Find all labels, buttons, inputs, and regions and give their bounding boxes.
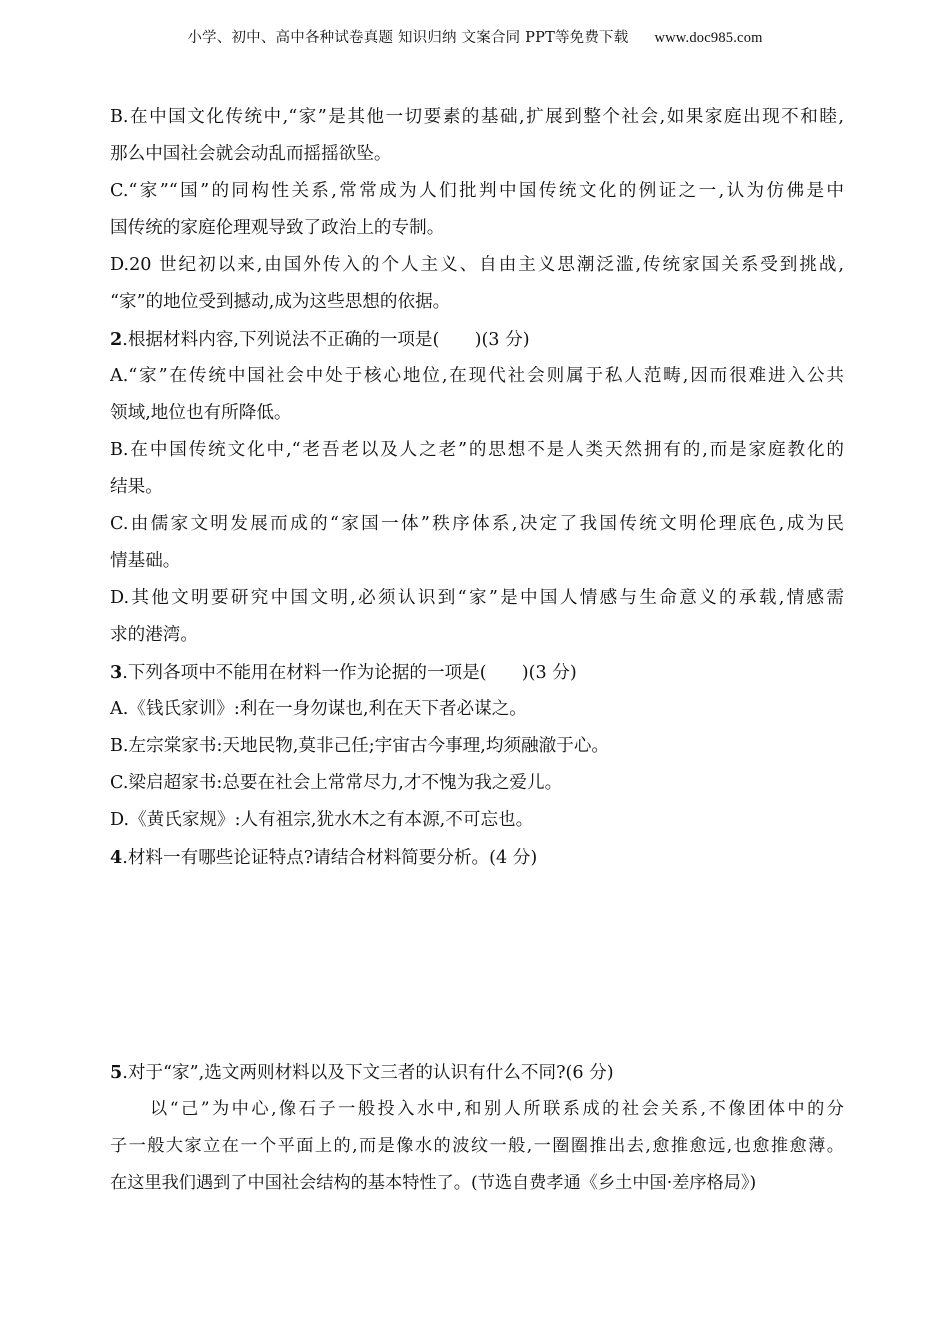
q5-stem <box>110 1054 844 1091</box>
q2-option-d-line2: 求的港湾。 <box>110 625 198 645</box>
q3-option-c: C.梁启超家书:总要在社会上常常尽力,才不愧为我之爱儿。 <box>110 773 563 793</box>
q2-stem <box>110 321 844 358</box>
q2-option-b-line1: B.在中国传统文化中,“老吾老以及人之老”的思想不是人类天然拥有的,而是家庭教化的 <box>110 440 844 460</box>
q2-option-b-line2: 结果。 <box>110 477 163 497</box>
q4-stem-text: .材料一有哪些论证特点?请结合材料简要分析。(4 分) <box>122 848 538 868</box>
q1-option-d-line2: “家”的地位受到撼动,成为这些思想的依据。 <box>110 292 451 312</box>
q2-option-a-line2: 领域,地位也有所降低。 <box>110 403 292 423</box>
q3-option-a: A.《钱氏家训》:利在一身勿谋也,利在天下者必谋之。 <box>110 699 527 719</box>
q2-option-d-line1: D.其他文明要研究中国文明,必须认识到“家”是中国人情感与生命意义的承载,情感需 <box>110 588 844 608</box>
q3-stem-text: .下列各项中不能用在材料一作为论据的一项是( )(3 分) <box>122 663 577 683</box>
q2-option-c-line1: C.由儒家文明发展而成的“家国一体”秩序体系,决定了我国传统文明伦理底色,成为民 <box>110 514 844 534</box>
page-header <box>0 26 950 47</box>
q3-number: 3 <box>110 662 123 683</box>
q5-stem-text: .对于“家”,选文两则材料以及下文三者的认识有什么不同?(6 分) <box>122 1063 614 1083</box>
header-site: www.doc985.com <box>654 30 763 46</box>
header-text: 小学、初中、高中各种试卷真题 知识归纳 文案合同 PPT等免费下载 <box>187 30 629 46</box>
q3-option-d: D.《黄氏家规》:人有祖宗,犹水木之有本源,不可忘也。 <box>110 810 534 830</box>
q4-number: 4 <box>110 847 123 868</box>
q2-number: 2 <box>110 329 123 350</box>
q3-stem <box>110 654 844 691</box>
q1-option-c-line1: C.“家”“国”的同构性关系,常常成为人们批判中国传统文化的例证之一,认为仿佛是中 <box>110 181 844 201</box>
q1-option-c-line2: 国传统的家庭伦理观导致了政治上的专制。 <box>110 218 445 238</box>
q1-option-b-line2: 那么中国社会就会动乱而摇摇欲坠。 <box>110 144 392 164</box>
q2-option-a-line1: A.“家”在传统中国社会中处于核心地位,在现代社会则属于私人范畴,因而很难进入公共 <box>110 366 844 386</box>
q1-option-d-line1: D.20 世纪初以来,由国外传入的个人主义、自由主义思潮泛滥,传统家国关系受到挑战, <box>110 255 844 275</box>
q5-quote-line1: 以“己”为中心,像石子一般投入水中,和别人所联系成的社会关系,不像团体中的分 <box>150 1099 844 1119</box>
q5-quote-line2: 子一般大家立在一个平面上的,而是像水的波纹一般,一圈圈推出去,愈推愈远,也愈推愈薄。 <box>110 1136 844 1156</box>
q2-option-c-line2: 情基础。 <box>110 551 181 571</box>
q2-stem-text: .根据材料内容,下列说法不正确的一项是( )(3 分) <box>122 330 530 350</box>
q4-stem <box>110 839 844 876</box>
q5-quote-line3: 在这里我们遇到了中国社会结构的基本特性了。(节选自费孝通《乡土中国·差序格局》) <box>110 1173 757 1193</box>
exam-content <box>110 99 844 1202</box>
q5-number: 5 <box>110 1062 123 1083</box>
answer-space <box>110 876 844 1054</box>
q3-option-b: B.左宗棠家书:天地民物,莫非己任;宇宙古今事理,均须融澈于心。 <box>110 736 610 756</box>
q1-option-b-line1: B.在中国文化传统中,“家”是其他一切要素的基础,扩展到整个社会,如果家庭出现不和睦, <box>110 107 844 127</box>
